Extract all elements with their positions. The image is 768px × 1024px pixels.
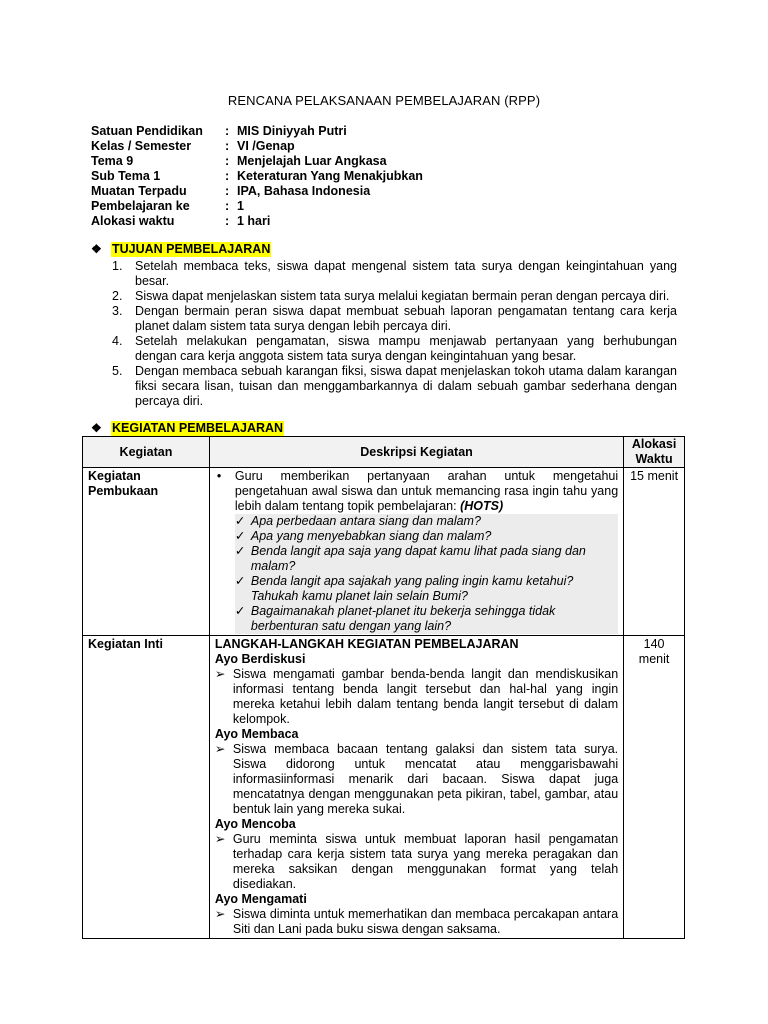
kegiatan-heading	[91, 421, 284, 436]
info-row	[91, 169, 423, 184]
question-item	[235, 604, 618, 634]
info-row	[91, 214, 423, 229]
tujuan-heading	[91, 242, 271, 257]
section-text: Siswa mengamati gambar benda-benda langit dan mendiskusikan informasi tentang benda langit tersebut dan hal-hal yang ingin mereka ketahui lebih dalam tentang benda langit tersebut di dalam kelompok.	[232, 667, 619, 726]
hots-label: (HOTS)	[460, 499, 504, 513]
inti-description	[209, 636, 623, 939]
item-text: Setelah membaca teks, siswa dapat mengenal sistem tata surya dengan keingintahuan yang besar.	[135, 259, 677, 288]
identity-block	[91, 124, 423, 229]
section-item	[215, 667, 618, 727]
question-item	[235, 514, 618, 529]
info-row	[91, 139, 423, 154]
pembukaan-bullet-item	[215, 469, 618, 514]
arrow-bullet-icon: ➢	[214, 742, 226, 756]
header-alokasi: Alokasi Waktu	[624, 437, 685, 468]
list-item	[112, 259, 677, 289]
info-separator: :	[225, 139, 230, 153]
section-title: Ayo Mengamati	[214, 892, 307, 906]
question-box	[235, 514, 618, 634]
section-item	[215, 832, 618, 892]
item-number: 2.	[112, 289, 123, 303]
arrow-bullet-icon: ➢	[214, 832, 226, 846]
check-icon: ✓	[234, 574, 246, 588]
info-separator: :	[225, 184, 230, 198]
section-title: Ayo Membaca	[214, 727, 299, 741]
info-separator: :	[225, 169, 230, 183]
pembukaan-time: 15 menit	[624, 468, 685, 636]
pembukaan-description	[209, 468, 623, 636]
question-text: Apa perbedaan antara siang dan malam?	[250, 514, 481, 528]
inti-label: Kegiatan Inti	[83, 636, 210, 939]
info-label: Alokasi waktu	[91, 214, 175, 228]
table-header-row	[83, 437, 685, 468]
item-text: Setelah melakukan pengamatan, siswa mampu menjawab pertanyaan yang berhubungan dengan cara kerja anggota sistem tata surya dengan keingintahuan yang besar.	[135, 334, 677, 363]
bullet-icon: •	[216, 469, 222, 483]
info-row	[91, 199, 423, 214]
item-number: 4.	[112, 334, 123, 348]
info-row	[91, 124, 423, 139]
check-icon: ✓	[234, 529, 246, 543]
pembukaan-label: Kegiatan Pembukaan	[83, 468, 210, 636]
info-value: 1	[237, 199, 244, 213]
item-text: Dengan bermain peran siswa dapat membuat sebuah laporan pengamatan tentang cara kerja planet dalam sistem tata surya dengan lebih percaya diri.	[135, 304, 677, 333]
info-label: Tema 9	[91, 154, 134, 168]
item-text: Siswa dapat menjelaskan sistem tata surya melalui kegiatan bermain peran dengan percaya diri.	[135, 289, 670, 303]
check-icon: ✓	[234, 604, 246, 618]
header-kegiatan: Kegiatan	[83, 437, 210, 468]
pembukaan-intro	[235, 469, 618, 514]
question-text: Apa yang menyebabkan siang dan malam?	[250, 529, 492, 543]
info-value: Menjelajah Luar Angkasa	[237, 154, 387, 168]
info-value: 1 hari	[237, 214, 271, 228]
section-title: Ayo Mencoba	[214, 817, 296, 831]
info-label: Pembelajaran ke	[91, 199, 190, 213]
tujuan-heading-text: TUJUAN PEMBELAJARAN	[112, 242, 271, 256]
diamond-bullet-icon: ❖	[91, 242, 102, 256]
question-item	[235, 529, 618, 544]
list-item	[112, 304, 677, 334]
info-value: IPA, Bahasa Indonesia	[237, 184, 371, 198]
section-text: Guru meminta siswa untuk membuat laporan hasil pengamatan terhadap cara kerja sistem tata surya yang mereka peragakan dan mereka saksikan dengan menggunakan format yang telah disediakan.	[232, 832, 619, 891]
tujuan-list	[112, 259, 677, 409]
list-item	[112, 289, 677, 304]
info-separator: :	[225, 154, 230, 168]
question-item	[235, 574, 618, 604]
info-value: Keteraturan Yang Menakjubkan	[237, 169, 423, 183]
list-item	[112, 364, 677, 409]
item-text: Dengan membaca sebuah karangan fiksi, siswa dapat menjelaskan tokoh utama dalam karangan fiksi secara lisan, tuisan dan menggambarkannya di dalam sebuah gambar sederhana dengan percaya diri.	[135, 364, 677, 408]
section-title: Ayo Berdiskusi	[214, 652, 306, 666]
info-row	[91, 184, 423, 199]
arrow-bullet-icon: ➢	[214, 907, 226, 921]
question-text: Bagaimanakah planet-planet itu bekerja sehingga tidak berbenturan satu dengan yang lain?	[250, 604, 556, 633]
info-value: MIS Diniyyah Putri	[237, 124, 347, 138]
section-text: Siswa membaca bacaan tentang galaksi dan sistem tata surya. Siswa didorong untuk mencatat atau menggarisbawahi informasiinformasi menarik dari bacaan. Siswa dapat juga mencatatnya dengan menggunakan peta pikiran, tabel, gambar, atau bentuk lain yang mereka sukai.	[232, 742, 619, 816]
table-row	[83, 636, 685, 939]
question-item	[235, 544, 618, 574]
check-icon: ✓	[234, 544, 246, 558]
info-label: Satuan Pendidikan	[91, 124, 203, 138]
info-label: Sub Tema 1	[91, 169, 161, 183]
question-text: Benda langit apa saja yang dapat kamu lihat pada siang dan malam?	[250, 544, 586, 573]
check-icon: ✓	[234, 514, 246, 528]
info-label: Muatan Terpadu	[91, 184, 187, 198]
list-item	[112, 334, 677, 364]
intro-text: Guru memberikan pertanyaan arahan untuk mengetahui pengetahuan awal siswa dan untuk memancing rasa ingin tahu yang lebih dalam tentang topik pembelajaran:	[234, 469, 619, 513]
header-deskripsi: Deskripsi Kegiatan	[209, 437, 623, 468]
item-number: 1.	[112, 259, 123, 273]
document-title: RENCANA PELAKSANAAN PEMBELAJARAN (RPP)	[227, 93, 541, 108]
arrow-bullet-icon: ➢	[214, 667, 226, 681]
item-number: 3.	[112, 304, 123, 318]
section-item	[215, 742, 618, 817]
inti-heading: LANGKAH-LANGKAH KEGIATAN PEMBELAJARAN	[214, 637, 519, 651]
info-separator: :	[225, 199, 230, 213]
info-separator: :	[225, 214, 230, 228]
activity-table	[82, 436, 685, 939]
info-separator: :	[225, 124, 230, 138]
info-value: VI /Genap	[237, 139, 295, 153]
section-item	[215, 907, 618, 937]
inti-time: 140 menit	[624, 636, 685, 939]
item-number: 5.	[112, 364, 123, 378]
kegiatan-heading-text: KEGIATAN PEMBELAJARAN	[112, 421, 284, 435]
table-row	[83, 468, 685, 636]
info-row	[91, 154, 423, 169]
question-text: Benda langit apa sajakah yang paling ingin kamu ketahui? Tahukah kamu planet lain selain Bumi?	[250, 574, 574, 603]
section-text: Siswa diminta untuk memerhatikan dan membaca percakapan antara Siti dan Lani pada buku siswa dengan saksama.	[232, 907, 619, 936]
info-label: Kelas / Semester	[91, 139, 192, 153]
diamond-bullet-icon: ❖	[91, 421, 102, 435]
